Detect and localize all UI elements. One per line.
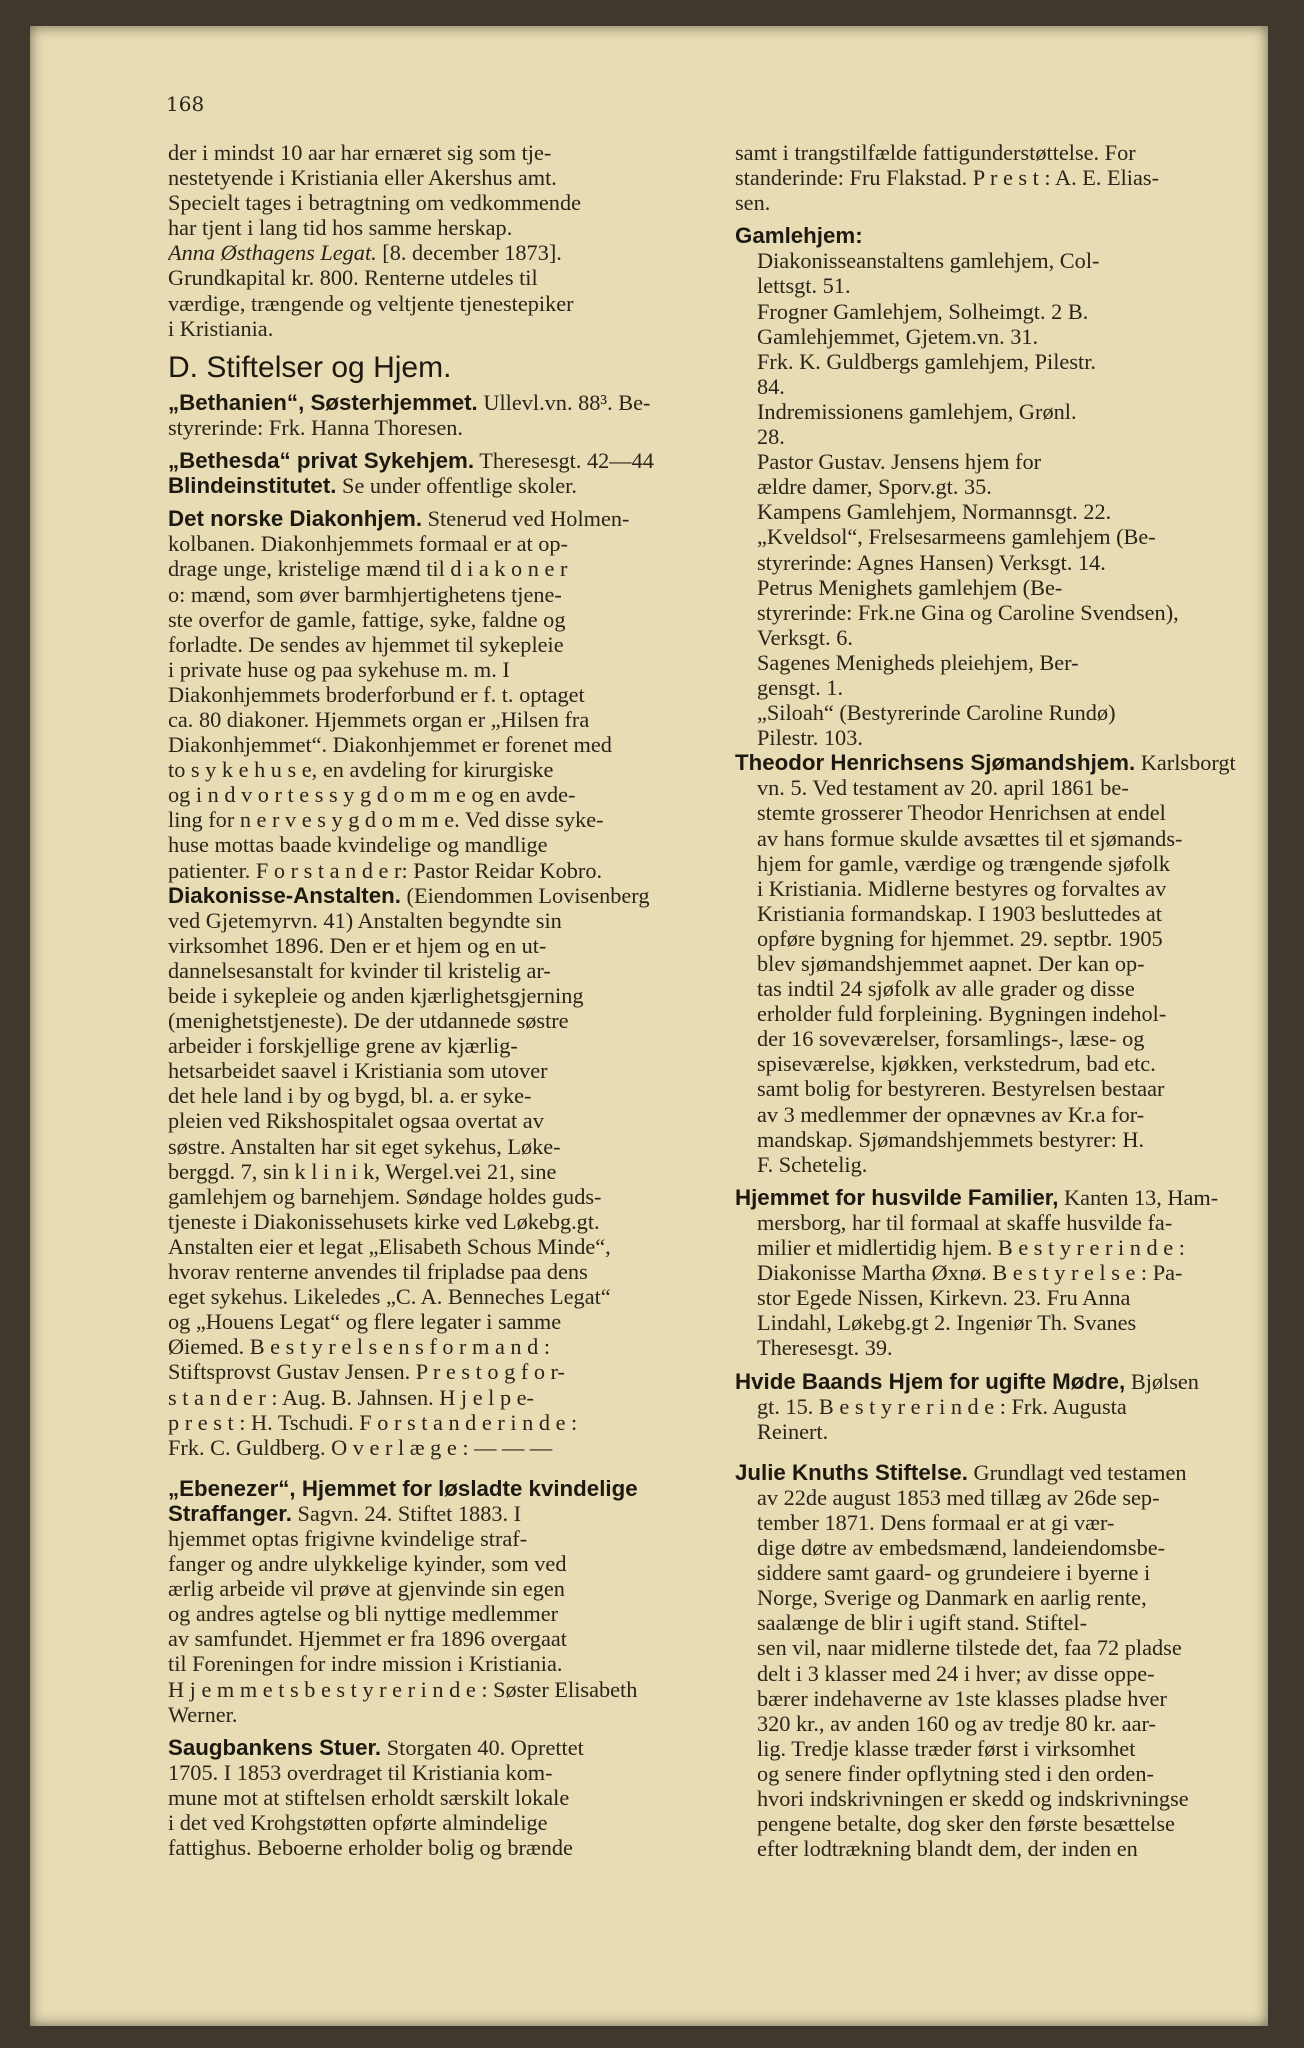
- entry-title: Hvide Baands Hjem for ugifte Mødre,: [735, 1368, 1126, 1394]
- document-page: [30, 26, 1268, 2026]
- text-line: Øiemed. B e s t y r e l s e n s f o r m a n d :: [168, 1334, 551, 1360]
- text-line: Grundkapital kr. 800. Renterne utdeles til: [168, 265, 538, 291]
- list-item: Pilestr. 103.: [757, 725, 863, 751]
- text-line: samt bolig for bestyreren. Bestyrelsen bestaar: [757, 1076, 1165, 1102]
- text-line: av samfundet. Hjemmet er fra 1896 overgaat: [168, 1626, 567, 1652]
- text-line: stemte grosserer Theodor Henrichsen at endel: [757, 800, 1166, 826]
- text-line: opføre bygning for hjemmet. 29. septbr. 1905: [757, 925, 1163, 951]
- text-line: saalænge de blir i ugift stand. Stiftel-: [757, 1610, 1088, 1636]
- text-line: blev sjømandshjemmet aapnet. Der kan op-: [757, 951, 1145, 976]
- text-line: i det ved Krohgstøtten opførte almindelige: [168, 1810, 548, 1835]
- osthagen-entry: [168, 240, 713, 340]
- text-line: milier et midlertidig hjem. B e s t y r e r i n d e :: [757, 1235, 1185, 1261]
- text-line: stor Egede Nissen, Kirkevn. 23. Fru Anna: [757, 1285, 1131, 1311]
- entry-title: Blindeinstitutet.: [168, 473, 337, 499]
- text-line: og „Houens Legat“ og flere legater i samme: [168, 1309, 562, 1335]
- text-line: sen.: [735, 190, 771, 216]
- text-line: bærer indehaverne av 1ste klasses pladse hver: [757, 1685, 1167, 1711]
- entry-title-cont: Straffanger.: [168, 1500, 292, 1526]
- text-line: eget sykehus. Likeledes „C. A. Benneches Legat“: [168, 1284, 611, 1310]
- text-line: Diakonisse Martha Øxnø. B e s t y r e l s e : Pa-: [757, 1260, 1183, 1286]
- text-line: pengene betalte, dog sker den første besættelse: [757, 1811, 1175, 1837]
- list-item: Verksgt. 6.: [757, 624, 853, 650]
- text-line: Sagvn. 24. Stiftet 1883. I: [297, 1500, 522, 1526]
- page-number: 168: [166, 92, 205, 116]
- text-line: Stenerud ved Holmen-: [427, 506, 630, 532]
- bethesda-entry: [168, 448, 713, 473]
- list-item: styrerinde: Frk.ne Gina og Caroline Svendsen),: [757, 599, 1179, 625]
- list-item: 28.: [757, 424, 785, 450]
- entry-title: Anna Østhagens Legat.: [168, 240, 377, 266]
- text-line: styrerinde: Frk. Hanna Thoresen.: [168, 414, 463, 440]
- text-line: værdige, trængende og veltjente tjenestepiker: [168, 290, 574, 316]
- text-line: Norge, Sverige og Danmark en aarlig rente,: [757, 1585, 1147, 1611]
- text-line: delt i 3 klasser med 24 i hver; av disse oppe-: [757, 1660, 1155, 1686]
- gamlehjem-list: [735, 223, 1268, 750]
- list-item: „Siloah“ (Bestyrerinde Caroline Rundø): [757, 700, 1116, 726]
- blind-entry: [168, 473, 713, 498]
- right-column: [735, 140, 1268, 1861]
- text-line: Werner.: [168, 1701, 238, 1727]
- continued-paragraph: [735, 140, 1268, 215]
- intro-paragraph: [168, 140, 713, 240]
- bethanien-entry: [168, 390, 713, 440]
- julie-knuth-entry: [735, 1460, 1268, 1862]
- hvide-baands-entry: [735, 1369, 1268, 1444]
- entry-title: Saugbankens Stuer.: [168, 1734, 382, 1760]
- text-line: ærlig arbeide vil prøve at gjenvinde sin egen: [168, 1576, 565, 1602]
- entry-title: „Ebenezer“, Hjemmet for løsladte kvindelige: [168, 1475, 638, 1501]
- text-line: standerinde: Fru Flakstad. P r e s t : A. E. Elias-: [735, 165, 1159, 191]
- text-line: gamlehjem og barnehjem. Søndage holdes guds-: [168, 1183, 602, 1209]
- left-column: [168, 140, 713, 1860]
- list-item: ældre damer, Sporv.gt. 35.: [757, 474, 992, 500]
- text-line: siddere samt gaard- og grundeiere i byerne i: [757, 1560, 1151, 1586]
- text-line: to s y k e h u s e, en avdeling for kirurgiske: [168, 757, 554, 783]
- text-line: p r e s t : H. Tschudi. F o r s t a n d e r i n d e :: [168, 1409, 578, 1435]
- text-line: 1705. I 1853 overdraget til Kristiania kom-: [168, 1759, 553, 1785]
- list-item: styrerinde: Agnes Hansen) Verksgt. 14.: [757, 549, 1106, 575]
- text-line: o: mænd, som øver barmhjertighetens tjene-: [168, 581, 562, 607]
- list-item: „Kveldsol“, Frelsesarmeens gamlehjem (Be-: [757, 524, 1156, 550]
- entry-title: Julie Knuths Stiftelse.: [735, 1459, 968, 1485]
- text-line: sen vil, naar midlerne tilstede det, faa 72 pladse: [757, 1635, 1182, 1661]
- text-line: beide i sykepleie og anden kjærlighetsgjerning: [168, 983, 584, 1008]
- text-line: drage unge, kristelige mænd til d i a k o n e r: [168, 556, 568, 582]
- text-line: dige døtre av embedsmænd, landeiendomsbe-: [757, 1535, 1166, 1561]
- text-line: hvori indskrivningen er skedd og indskrivningse: [757, 1786, 1189, 1811]
- text-line: Se under offentlige skoler.: [342, 473, 577, 499]
- entry-title: Diakonisse-Anstalten.: [168, 882, 401, 908]
- text-line: Frk. C. Guldberg. O v e r l æ g e : — — —: [168, 1434, 553, 1460]
- text-line: av 3 medlemmer der opnævnes av Kr.a for-: [757, 1101, 1145, 1127]
- list-item: Sagenes Menigheds pleiehjem, Ber-: [757, 649, 1079, 675]
- text-line: og senere finder opflytning sted i den orden-: [757, 1760, 1154, 1786]
- diakonisse-entry: [168, 883, 713, 1460]
- text-line: (menighetstjeneste). De der utdannede søstre: [168, 1008, 569, 1034]
- list-item: Diakonisseanstaltens gamlehjem, Col-: [757, 248, 1100, 274]
- text-line: tember 1871. Dens formaal er at gi vær-: [757, 1509, 1115, 1535]
- text-line: fattighus. Beboerne erholder bolig og brænde: [168, 1835, 573, 1861]
- text-line: fanger og andre ulykkelige kyinder, som ved: [168, 1551, 567, 1577]
- text-line: kolbanen. Diakonhjemmets formaal er at op-: [168, 531, 568, 557]
- text-line: Stiftsprovst Gustav Jensen. P r e s t o g f o r-: [168, 1359, 565, 1385]
- text-line: Karlsborgt: [1140, 750, 1236, 776]
- text-line: der 16 soveværelser, forsamlings-, læse- og: [757, 1026, 1145, 1052]
- theodor-entry: [735, 750, 1268, 1177]
- ebenezer-entry: [168, 1476, 713, 1727]
- text-line: 320 kr., av anden 160 og av tredje 80 kr. aar-: [757, 1710, 1156, 1736]
- entry-title: Hjemmet for husvilde Familier,: [735, 1184, 1059, 1210]
- text-line: søstre. Anstalten har sit eget sykehus, Løke-: [168, 1133, 561, 1159]
- text-line: spiseværelse, kjøkken, verkstedrum, bad etc.: [757, 1051, 1156, 1077]
- text-line: efter lodtrækning blandt dem, der inden en: [757, 1836, 1138, 1862]
- list-item: Kampens Gamlehjem, Normannsgt. 22.: [757, 499, 1112, 525]
- text-line: lig. Tredje klasse træder først i virksomhet: [757, 1735, 1136, 1761]
- text-line: berggd. 7, sin k l i n i k, Wergel.vei 21, sine: [168, 1158, 557, 1184]
- text-line: Theresesgt. 39.: [757, 1335, 893, 1361]
- text-line: Lindahl, Løkebg.gt 2. Ingeniør Th. Svanes: [757, 1310, 1137, 1336]
- list-item: Indremissionens gamlehjem, Grønl.: [757, 398, 1077, 424]
- text-line: F. Schetelig.: [757, 1151, 868, 1177]
- text-line: Storgaten 40. Oprettet: [386, 1734, 584, 1760]
- text-line: H j e m m e t s b e s t y r e r i n d e : Søster Elisabeth: [168, 1676, 638, 1702]
- text-line: hetsarbeidet saavel i Kristiania som utover: [168, 1058, 548, 1084]
- list-title: Gamlehjem:: [735, 223, 863, 249]
- text-line: hjemmet optas frigivne kvindelige straf-: [168, 1525, 528, 1551]
- text-line: arbeider i forskjellige grene av kjærlig-: [168, 1033, 518, 1059]
- section-title: D. Stiftelser og Hjem.: [168, 350, 452, 384]
- text-line: til Foreningen for indre mission i Kristiania.: [168, 1651, 563, 1677]
- list-item: Frk. K. Guldbergs gamlehjem, Pilestr.: [757, 348, 1096, 374]
- list-item: gensgt. 1.: [757, 674, 844, 700]
- text-line: Reinert.: [757, 1418, 829, 1444]
- text-line: ca. 80 diakoner. Hjemmets organ er „Hilsen fra: [168, 706, 590, 732]
- text-line: Diakonhjemmets broderforbund er f. t. optaget: [168, 681, 585, 707]
- text-line: pleien ved Rikshospitalet ogsaa overtat av: [168, 1108, 544, 1134]
- text-line: tjeneste i Diakonissehusets kirke ved Løkebg.gt.: [168, 1208, 600, 1234]
- text-line: mandskap. Sjømandshjemmets bestyrer: H.: [757, 1126, 1145, 1152]
- list-item: Pastor Gustav. Jensens hjem for: [757, 449, 1042, 475]
- text-line: det hele land i by og bygd, bl. a. er syke-: [168, 1083, 532, 1109]
- text-line: virksomhet 1896. Den er et hjem og en ut-: [168, 932, 547, 958]
- text-line: og andres agtelse og bli nyttige medlemmer: [168, 1601, 559, 1627]
- text-line: Kristiania formandskap. I 1903 besluttedes at: [757, 900, 1162, 926]
- text-line: ste overfor de gamle, fattige, syke, faldne og: [168, 606, 566, 632]
- entry-title: Det norske Diakonhjem.: [168, 506, 423, 532]
- text-line: mersborg, har til formaal at skaffe husvilde fa-: [757, 1209, 1173, 1235]
- text-line: hjem for gamle, værdige og trængende sjøfolk: [757, 850, 1171, 876]
- text-line: i Kristiania. Midlerne bestyres og forvaltes av: [757, 875, 1167, 901]
- diakonhjem-entry: [168, 506, 713, 882]
- text-line: Theresesgt. 42—44: [479, 448, 654, 474]
- entry-title: „Bethesda“ privat Sykehjem.: [168, 448, 475, 474]
- text-line: forladte. De sendes av hjemmet til sykepleie: [168, 631, 564, 657]
- text-line: mune mot at stiftelsen erholdt særskilt lokale: [168, 1784, 570, 1810]
- saugbank-entry: [168, 1735, 713, 1860]
- text-line: Diakonhjemmet“. Diakonhjemmet er forenet med: [168, 732, 612, 758]
- text-line: [8. december 1873].: [382, 240, 562, 266]
- text-line: gt. 15. B e s t y r e r i n d e : Frk. Augusta: [757, 1393, 1127, 1419]
- text-line: og i n d v o r t e s s y g d o m m e og en avde-: [168, 782, 576, 808]
- text-line: erholder fuld forpleining. Bygningen indehol-: [757, 1001, 1167, 1027]
- text-line: i Kristiania.: [168, 315, 274, 341]
- text-line: patienter. F o r s t a n d e r: Pastor Reidar Kobro.: [168, 857, 603, 883]
- text-line: Grundlagt ved testamen: [973, 1459, 1187, 1485]
- text-line: Specielt tages i betragtning om vedkommende: [168, 190, 582, 216]
- text-line: Bjølsen: [1130, 1368, 1199, 1394]
- text-line: dannelsesanstalt for kvinder til kristelig ar-: [168, 957, 551, 983]
- text-line: i private huse og paa sykehuse m. m. I: [168, 656, 510, 682]
- text-line: har tjent i lang tid hos samme herskap.: [168, 215, 513, 241]
- text-line: Kanten 13, Ham-: [1063, 1184, 1219, 1210]
- list-item: Petrus Menighets gamlehjem (Be-: [757, 574, 1063, 600]
- text-line: av 22de august 1853 med tillæg av 26de sep-: [757, 1484, 1160, 1510]
- text-line: samt i trangstilfælde fattigunderstøttelse. For: [735, 140, 1136, 165]
- text-line: der i mindst 10 aar har ernæret sig som tje-: [168, 140, 552, 165]
- text-line: s t a n d e r : Aug. B. Jahnsen. H j e l p e-: [168, 1384, 534, 1410]
- list-item: Frogner Gamlehjem, Solheimgt. 2 B.: [757, 298, 1089, 324]
- husvilde-entry: [735, 1185, 1268, 1361]
- text-line: hvorav renterne anvendes til fripladse paa dens: [168, 1259, 588, 1285]
- list-item: Gamlehjemmet, Gjetem.vn. 31.: [757, 323, 1039, 349]
- text-line: vn. 5. Ved testament av 20. april 1861 be-: [757, 775, 1129, 801]
- text-line: nestetyende i Kristiania eller Akershus amt.: [168, 165, 557, 191]
- text-line: ling for n e r v e s y g d o m m e. Ved disse syke-: [168, 807, 604, 833]
- text-line: av hans formue skulde avsættes til et sjømands-: [757, 825, 1183, 851]
- text-line: ved Gjetemyrvn. 41) Anstalten begyndte sin: [168, 907, 562, 933]
- text-line: Ullevl.vn. 88³. Be-: [483, 389, 651, 415]
- text-line: (Eiendommen Lovisenberg: [406, 882, 650, 908]
- list-item: 84.: [757, 373, 785, 399]
- text-line: Anstalten eier et legat „Elisabeth Schous Minde“,: [168, 1233, 611, 1259]
- entry-title: Theodor Henrichsens Sjømandshjem.: [735, 750, 1136, 776]
- text-line: tas indtil 24 sjøfolk av alle grader og disse: [757, 976, 1135, 1002]
- text-line: huse mottas baade kvindelige og mandlige: [168, 832, 548, 858]
- list-item: lettsgt. 51.: [757, 273, 851, 299]
- entry-title: „Bethanien“, Søsterhjemmet.: [168, 389, 478, 415]
